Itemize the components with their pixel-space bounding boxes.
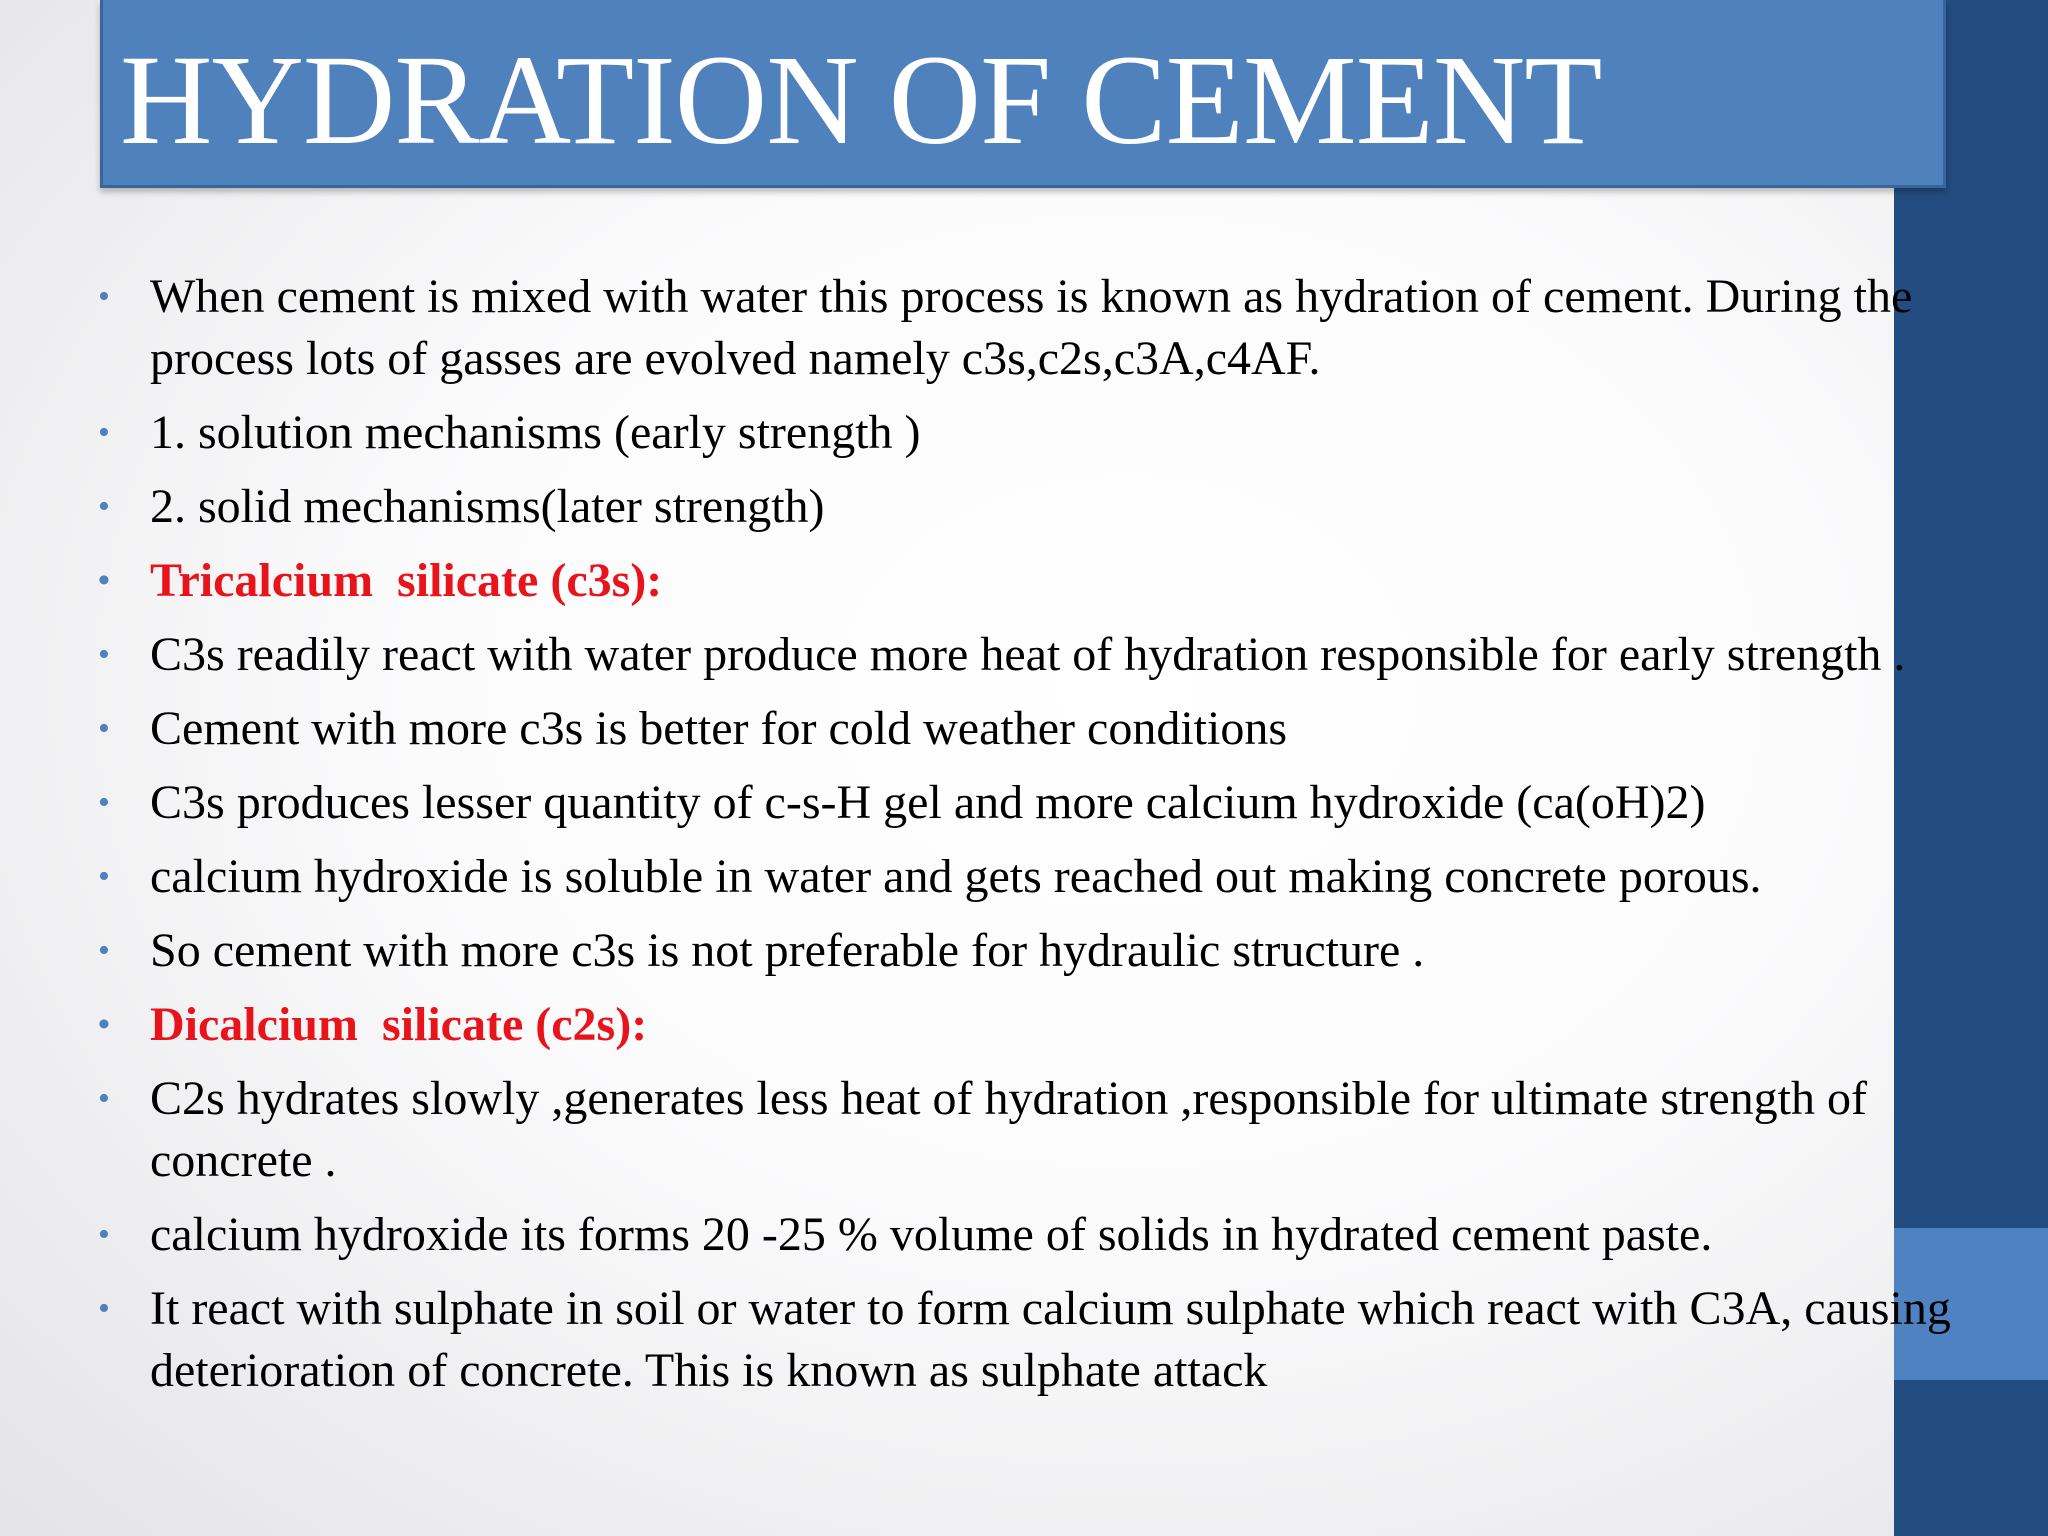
bullet-dot-icon: • xyxy=(98,1216,110,1253)
bullet-dot-icon: • xyxy=(98,858,110,895)
bullet-dot-icon: • xyxy=(98,1006,110,1043)
bullet-item xyxy=(98,1204,2028,1266)
bullet-text: 1. solution mechanisms (early strength ) xyxy=(150,406,921,459)
bullet-text: C2s hydrates slowly ,generates less heat of hydration ,responsible for ultimate strength of concrete . xyxy=(150,1072,1867,1187)
bullet-dot-icon: • xyxy=(98,636,110,673)
bullet-dot-icon: • xyxy=(98,710,110,747)
bullet-item xyxy=(98,772,2028,834)
bullet-dot-icon: • xyxy=(98,278,110,315)
bullet-text: calcium hydroxide its forms 20 -25 % volume of solids in hydrated cement paste. xyxy=(150,1208,1713,1261)
bullet-list xyxy=(98,266,2028,1414)
bullet-dot-icon: • xyxy=(98,562,110,599)
bullet-dot-icon: • xyxy=(98,932,110,969)
bullet-text: Dicalcium silicate (c2s): xyxy=(150,998,648,1051)
bullet-text: When cement is mixed with water this process is known as hydration of cement. During the process lots of gasses are evolved namely c3s,c2s,c3A,c4AF. xyxy=(150,270,1913,385)
bullet-text: It react with sulphate in soil or water to form calcium sulphate which react with C3A, causing deterioration of concrete. This is known as sulphate attack xyxy=(150,1282,1951,1397)
bullet-dot-icon: • xyxy=(98,1290,110,1327)
bullet-dot-icon: • xyxy=(98,414,110,451)
slide-title: HYDRATION OF CEMENT xyxy=(120,29,1602,171)
bullet-dot-icon: • xyxy=(98,1080,110,1117)
bullet-text: calcium hydroxide is soluble in water and gets reached out making concrete porous. xyxy=(150,850,1762,903)
bullet-text: C3s produces lesser quantity of c-s-H gel and more calcium hydroxide (ca(oH)2) xyxy=(150,776,1706,829)
bullet-item xyxy=(98,1068,2028,1192)
bullet-text: Tricalcium silicate (c3s): xyxy=(150,554,663,607)
bullet-item xyxy=(98,846,2028,908)
bullet-heading-tricalcium xyxy=(98,550,2028,612)
bullet-item xyxy=(98,402,2028,464)
bullet-item xyxy=(98,1278,2028,1402)
bullet-dot-icon: • xyxy=(98,784,110,821)
bullet-item xyxy=(98,698,2028,760)
bullet-text: Cement with more c3s is better for cold weather conditions xyxy=(150,702,1288,755)
bullet-heading-dicalcium xyxy=(98,994,2028,1056)
bullet-item xyxy=(98,920,2028,982)
bullet-text: 2. solid mechanisms(later strength) xyxy=(150,480,825,533)
bullet-text: C3s readily react with water produce more heat of hydration responsible for early strength . xyxy=(150,628,1906,681)
bullet-item xyxy=(98,476,2028,538)
bullet-item xyxy=(98,266,2028,390)
bullet-item xyxy=(98,624,2028,686)
bullet-dot-icon: • xyxy=(98,488,110,525)
bullet-text: So cement with more c3s is not preferable for hydraulic structure . xyxy=(150,924,1425,977)
